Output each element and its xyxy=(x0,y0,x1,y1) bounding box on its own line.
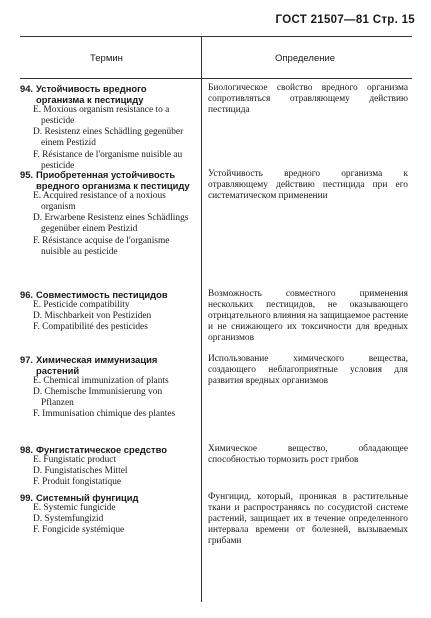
column-header-definition: Определение xyxy=(275,53,336,64)
translation-en: E. Systemic fungicide xyxy=(33,503,116,514)
term-definition: Биологическое свойство вредного организма сопротивляться отравляющему действию пестицида xyxy=(208,83,408,116)
term-title: 95. Приобретенная устойчивость вредного организма к пестициду xyxy=(20,169,190,192)
term-title: 97. Химическая иммунизация растений xyxy=(20,354,158,377)
translation-de: D. Erwarbene Resistenz eines Schädlings gegenüber einem Pestizid xyxy=(33,213,189,235)
translation-de: D. Fungistatisches Mittel xyxy=(33,466,128,477)
terms-table xyxy=(20,36,412,602)
column-divider xyxy=(201,36,202,602)
translation-fr: F. Résistance acquise de l'organisme nuisible au pesticide xyxy=(33,235,170,257)
translation-fr: F. Résistance de l'organisme nuisible au pesticide xyxy=(33,149,183,171)
translation-en: E. Acquired resistance of a noxious organism xyxy=(33,191,166,213)
table-header-border xyxy=(20,78,412,79)
term-definition: Химическое вещество, обладающее способностью тормозить рост грибов xyxy=(208,444,408,466)
term-definition: Использование химического вещества, создающего неблагоприятные условия для развития вредных организмов xyxy=(208,354,408,387)
term-definition: Возможность совместного применения нескольких пестицидов, не оказывающего отрицательного влияния на защищаемое растение и не снижающего их токсичности для вредных организмов xyxy=(208,289,408,344)
term-title: 98. Фунгистатическое средство xyxy=(20,444,167,455)
translation-en: E. Fungistatic product xyxy=(33,455,117,466)
term-title: 94. Устойчивость вредного организма к пестициду xyxy=(20,83,147,106)
term-definition: Фунгицид, который, проникая в растительные ткани и распространяясь по сосудистой системе растений, защищает их в течение определенного интервала времени от болезней, вызываемых грибами xyxy=(208,492,408,547)
translation-fr: F. Fongicide systémique xyxy=(33,525,125,536)
translation-fr: F. Compatibilité des pesticides xyxy=(33,322,148,333)
column-header-term: Термин xyxy=(90,53,123,64)
term-title: 99. Системный фунгицид xyxy=(20,492,139,503)
term-definition: Устойчивость вредного организма к отравляющему действию пестицида при его систематическом применении xyxy=(208,169,408,202)
translation-de: D. Systemfungizid xyxy=(33,514,104,525)
table-top-border xyxy=(20,36,412,37)
translation-de: D. Chemische Immunisierung von Pflanzen xyxy=(33,387,163,409)
term-title: 96. Совместимость пестицидов xyxy=(20,289,168,300)
page-header: ГОСТ 21507—81 Стр. 15 xyxy=(275,14,415,26)
translation-en: E. Chemical immunization of plants xyxy=(33,376,169,387)
translation-fr: F. Produit fongistatique xyxy=(33,477,122,488)
translation-fr: F. Immunisation chimique des plantes xyxy=(33,409,176,420)
translation-en: E. Pesticide compatibility xyxy=(33,300,130,311)
translation-en: E. Moxious organism resistance to a pesticide xyxy=(33,105,170,127)
translation-de: D. Mischbarkeit von Pestiziden xyxy=(33,311,152,322)
translation-de: D. Resistenz eines Schädling gegenüber einem Pestizid xyxy=(33,127,184,149)
